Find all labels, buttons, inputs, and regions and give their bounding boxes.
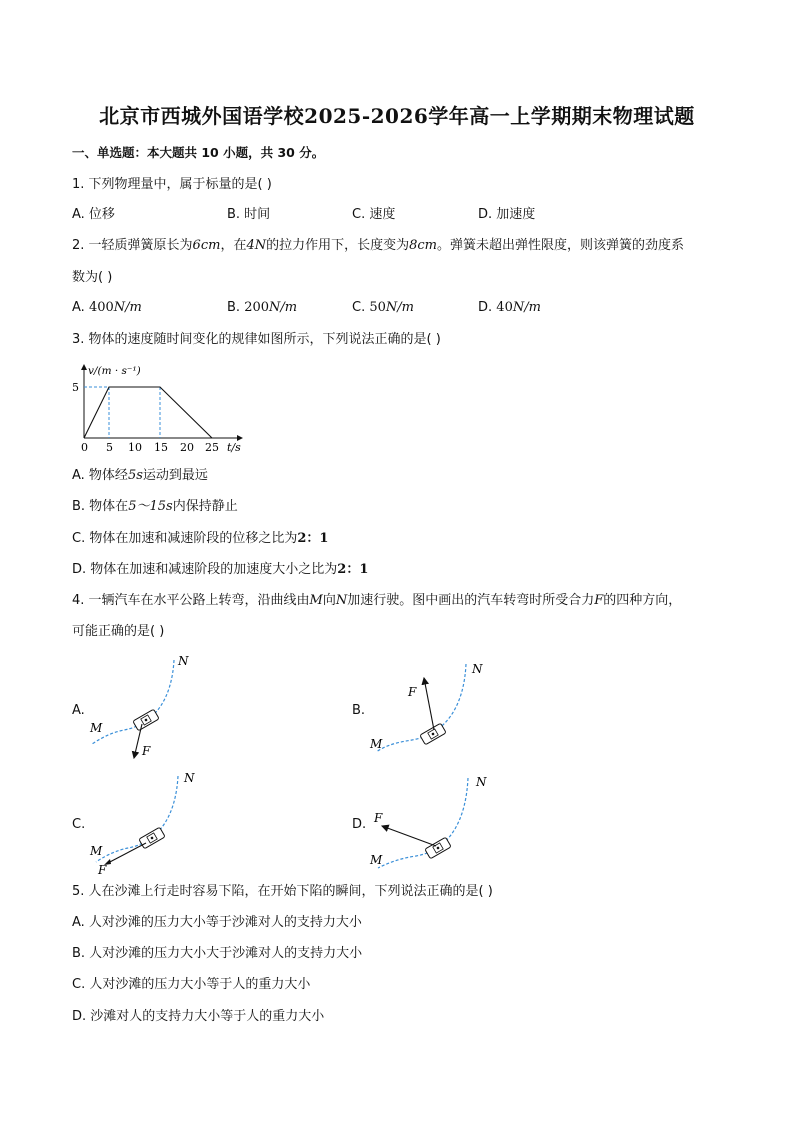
q4-diagram-a <box>86 652 206 764</box>
q3-option-d: D. 物体在加速和减速阶段的加速度大小之比为2：1 <box>72 562 369 577</box>
q3-option-b: B. 物体在5～15s内保持静止 <box>72 499 238 514</box>
point-n-label: N <box>184 771 195 785</box>
q3-option-a: A. 物体经5s运动到最远 <box>72 468 208 483</box>
q2-stem-a: 2. 一轻质弹簧原长为 <box>72 238 193 253</box>
x-tick-20: 20 <box>180 441 194 454</box>
question-2-stem <box>72 236 684 256</box>
point-m-label: M <box>90 721 103 735</box>
question-3-stem: 3. 物体的速度随时间变化的规律如图所示，下列说法正确的是( ) <box>72 332 441 347</box>
x-tick-5: 5 <box>106 441 113 454</box>
force-label: F <box>142 744 151 758</box>
q5-option-b: B. 人对沙滩的压力大小大于沙滩对人的支持力大小 <box>72 946 363 961</box>
x-tick-0: 0 <box>81 441 88 454</box>
q4-diagram-d <box>366 770 506 874</box>
velocity-time-graph <box>72 360 252 456</box>
point-m-label: M <box>370 737 383 751</box>
point-m-label: M <box>370 853 383 867</box>
q4-diagram-c <box>86 768 206 878</box>
q1-option-a: A. 位移 <box>72 207 115 222</box>
section-heading: 一、单选题：本大题共 10 小题，共 30 分。 <box>72 145 325 160</box>
q2-stem-c: 的拉力作用下，长度变为 <box>266 238 410 253</box>
q1-option-d: D. 加速度 <box>478 207 536 222</box>
question-4-stem-line2: 可能正确的是( ) <box>72 624 165 639</box>
q4-option-d-label: D. <box>352 817 367 832</box>
question-4-stem: 4. 一辆汽车在水平公路上转弯，沿曲线由M向N加速行驶。图中画出的汽车转弯时所受合力F的四种方向， <box>72 593 682 608</box>
x-tick-15: 15 <box>154 441 168 454</box>
q4-option-a-label: A. <box>72 703 85 718</box>
q4-option-c-label: C. <box>72 817 86 832</box>
car-icon <box>133 709 159 731</box>
x-tick-25: 25 <box>205 441 219 454</box>
x-tick-10: 10 <box>128 441 142 454</box>
point-n-label: N <box>178 654 189 668</box>
t-axis-label: t/s <box>227 441 241 454</box>
question-5-stem: 5. 人在沙滩上行走时容易下陷，在开始下陷的瞬间，下列说法正确的是( ) <box>72 884 493 899</box>
force-label: F <box>98 863 107 877</box>
q1-option-b: B. 时间 <box>227 207 271 222</box>
q2-option-c: C. 50N/m <box>352 300 414 315</box>
question-2-stem-line2: 数为( ) <box>72 270 113 285</box>
q5-option-d: D. 沙滩对人的支持力大小等于人的重力大小 <box>72 1009 325 1024</box>
q2-option-a: A. 400N/m <box>72 300 142 315</box>
page-title: 北京市西城外国语学校2025-2026学年高一上学期期末物理试题 <box>99 104 695 128</box>
q3-option-c: C. 物体在加速和减速阶段的位移之比为2：1 <box>72 531 329 546</box>
q2-option-d: D. 40N/m <box>478 300 541 315</box>
point-n-label: N <box>476 775 487 789</box>
force-label: F <box>374 811 383 825</box>
q4-diagram-b <box>366 656 506 760</box>
point-m-label: M <box>90 844 103 858</box>
q4-option-b-label: B. <box>352 703 366 718</box>
question-1-stem: 1. 下列物理量中，属于标量的是( ) <box>72 177 272 192</box>
force-arrow <box>382 826 436 846</box>
q2-len1: 8cm <box>409 238 438 253</box>
q1-option-c: C. 速度 <box>352 207 396 222</box>
q2-stem-d: 。弹簧未超出弹性限度，则该弹簧的劲度系 <box>437 238 685 253</box>
q5-option-c: C. 人对沙滩的压力大小等于人的重力大小 <box>72 977 311 992</box>
q2-stem-b: ，在 <box>220 238 247 253</box>
car-icon <box>139 827 165 849</box>
force-label: F <box>408 685 417 699</box>
q2-force: 4N <box>246 238 267 253</box>
path-curve <box>92 660 174 744</box>
car-icon <box>425 837 451 859</box>
velocity-curve <box>84 387 212 438</box>
path-curve <box>96 776 178 862</box>
q2-len0: 6cm <box>192 238 221 253</box>
q5-option-a: A. 人对沙滩的压力大小等于沙滩对人的支持力大小 <box>72 915 362 930</box>
v-axis-label: v/(m · s⁻¹) <box>88 365 141 377</box>
path-curve <box>376 664 466 752</box>
q2-option-b: B. 200N/m <box>227 300 298 315</box>
y-tick-5: 5 <box>72 381 79 394</box>
force-arrow <box>424 678 434 730</box>
point-n-label: N <box>472 662 483 676</box>
path-curve <box>378 778 468 868</box>
